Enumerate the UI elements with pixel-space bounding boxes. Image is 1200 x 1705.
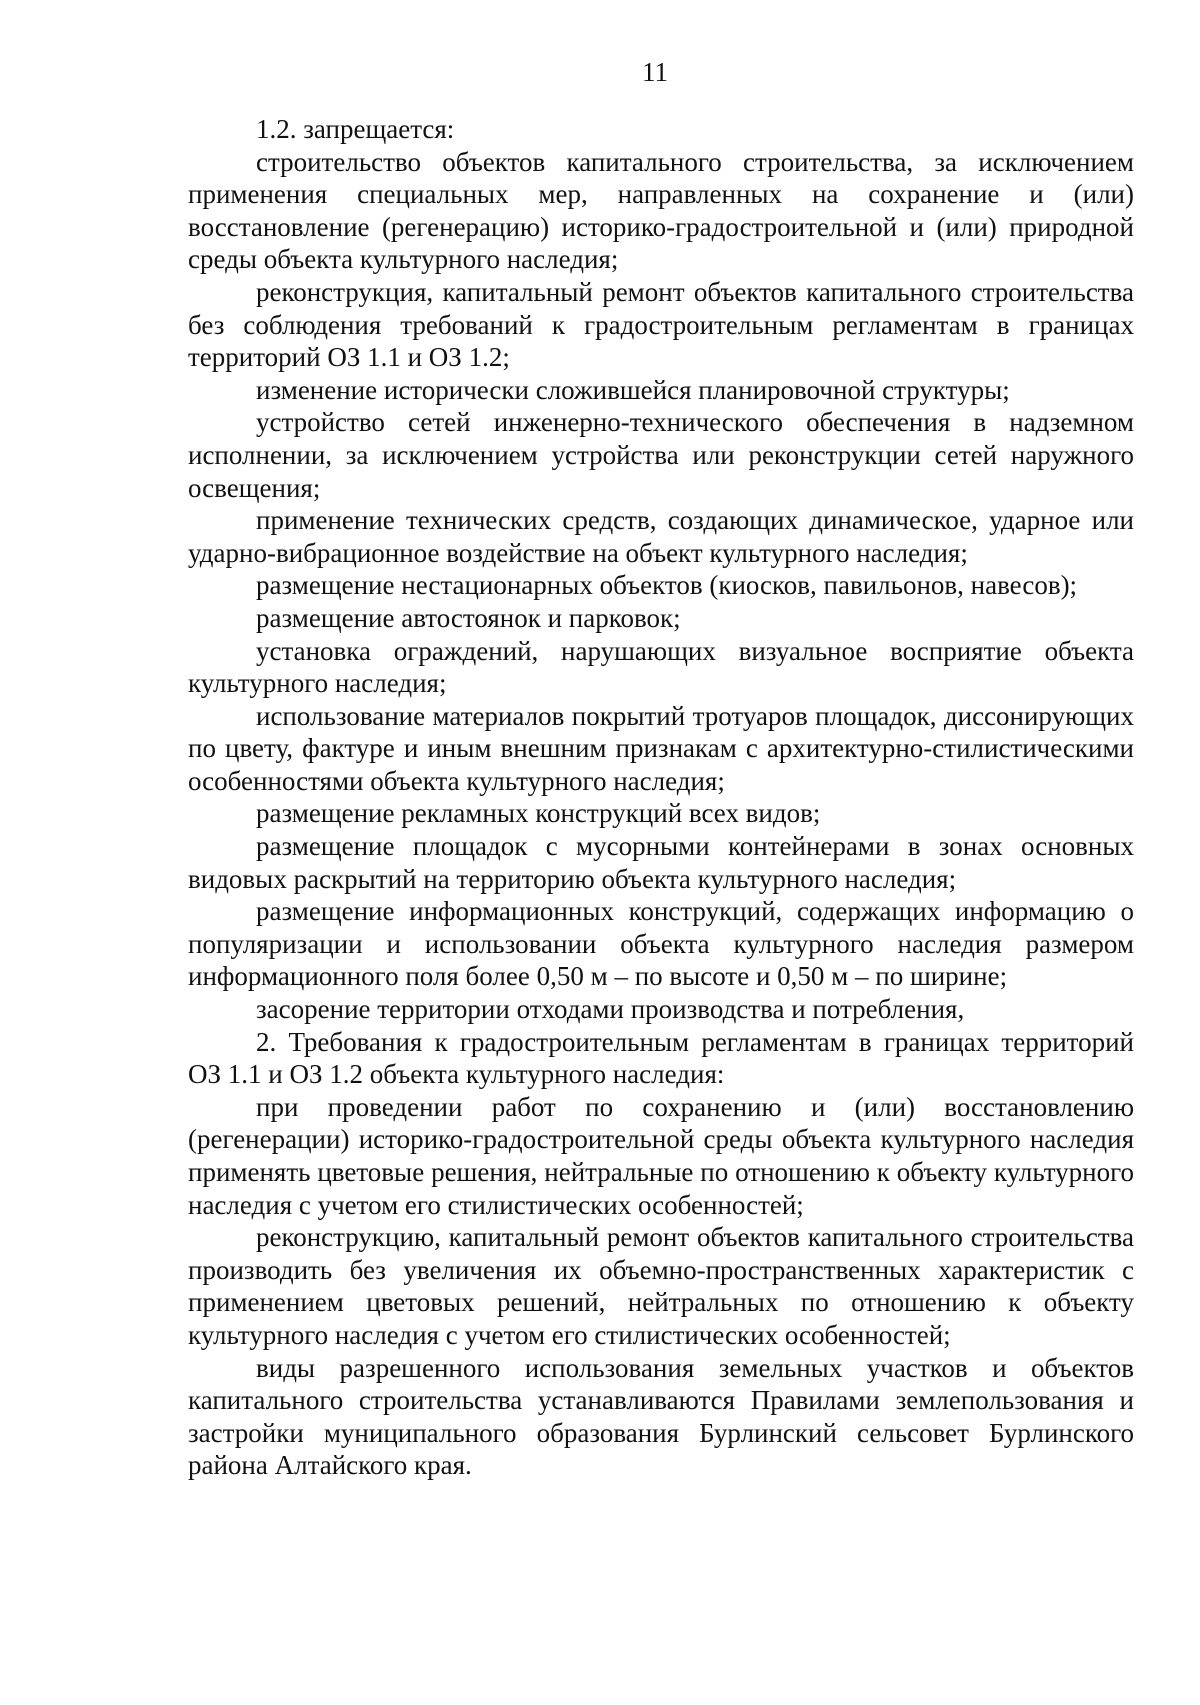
paragraph: 2. Требования к градостроительным регламентам в границах территорий ОЗ 1.1 и ОЗ 1.2 объекта культурного наследия:	[188, 1026, 1134, 1090]
paragraph: виды разрешенного использования земельных участков и объектов капитального строительства устанавливаются Правилами землепользования и застройки муниципального образования Бурлинский сельсовет Бурлинского района Алтайского края.	[188, 1352, 1134, 1481]
paragraph: использование материалов покрытий тротуаров площадок, диссонирующих по цвету, фактуре и иным внешним признакам с архитектурно-стилистическими особенностями объекта культурного наследия;	[188, 700, 1134, 796]
paragraph: размещение информационных конструкций, содержащих информацию о популяризации и использовании объекта культурного наследия размером информационного поля более 0,50 м – по высоте и 0,50 м – по ширине;	[188, 896, 1134, 992]
paragraph: размещение нестационарных объектов (киосков, павильонов, навесов);	[256, 570, 1078, 601]
paragraph: строительство объектов капитального строительства, за исключением применения специальных мер, направленных на сохранение и (или) восстановление (регенерацию) историко-градостроительной и (или) природной среды объекта культурного наследия;	[188, 146, 1134, 275]
paragraph: размещение автостоянок и парковок;	[256, 602, 681, 633]
page-number: 11	[642, 57, 668, 87]
paragraph: изменение исторически сложившейся планировочной структуры;	[256, 374, 1010, 405]
paragraph: при проведении работ по сохранению и (или) восстановлению (регенерации) историко-градостроительной среды объекта культурного наследия применять цветовые решения, нейтральные по отношению к объекту культурного наследия с учетом его стилистических особенностей;	[188, 1091, 1134, 1220]
paragraph: устройство сетей инженерно-технического обеспечения в надземном исполнении, за исключением устройства или реконструкции сетей наружного освещения;	[188, 407, 1134, 503]
paragraph: размещение рекламных конструкций всех видов;	[256, 798, 821, 829]
paragraph: размещение площадок с мусорными контейнерами в зонах основных видовых раскрытий на территорию объекта культурного наследия;	[188, 831, 1134, 894]
paragraph: 1.2. запрещается:	[256, 114, 455, 144]
paragraph: реконструкция, капитальный ремонт объектов капитального строительства без соблюдения требований к градостроительным регламентам в границах территорий ОЗ 1.1 и ОЗ 1.2;	[188, 276, 1134, 373]
paragraph: применение технических средств, создающих динамическое, ударное или ударно-вибрационное воздействие на объект культурного наследия;	[188, 505, 1134, 568]
document-body	[188, 113, 1134, 1482]
paragraph: реконструкцию, капитальный ремонт объектов капитального строительства производить без увеличения их объемно-пространственных характеристик с применением цветовых решений, нейтральных по отношению к объекту культурного наследия с учетом его стилистических особенностей;	[188, 1222, 1134, 1350]
paragraph: засорение территории отходами производства и потребления,	[256, 994, 965, 1025]
paragraph: установка ограждений, нарушающих визуальное восприятие объекта культурного наследия;	[188, 635, 1134, 699]
